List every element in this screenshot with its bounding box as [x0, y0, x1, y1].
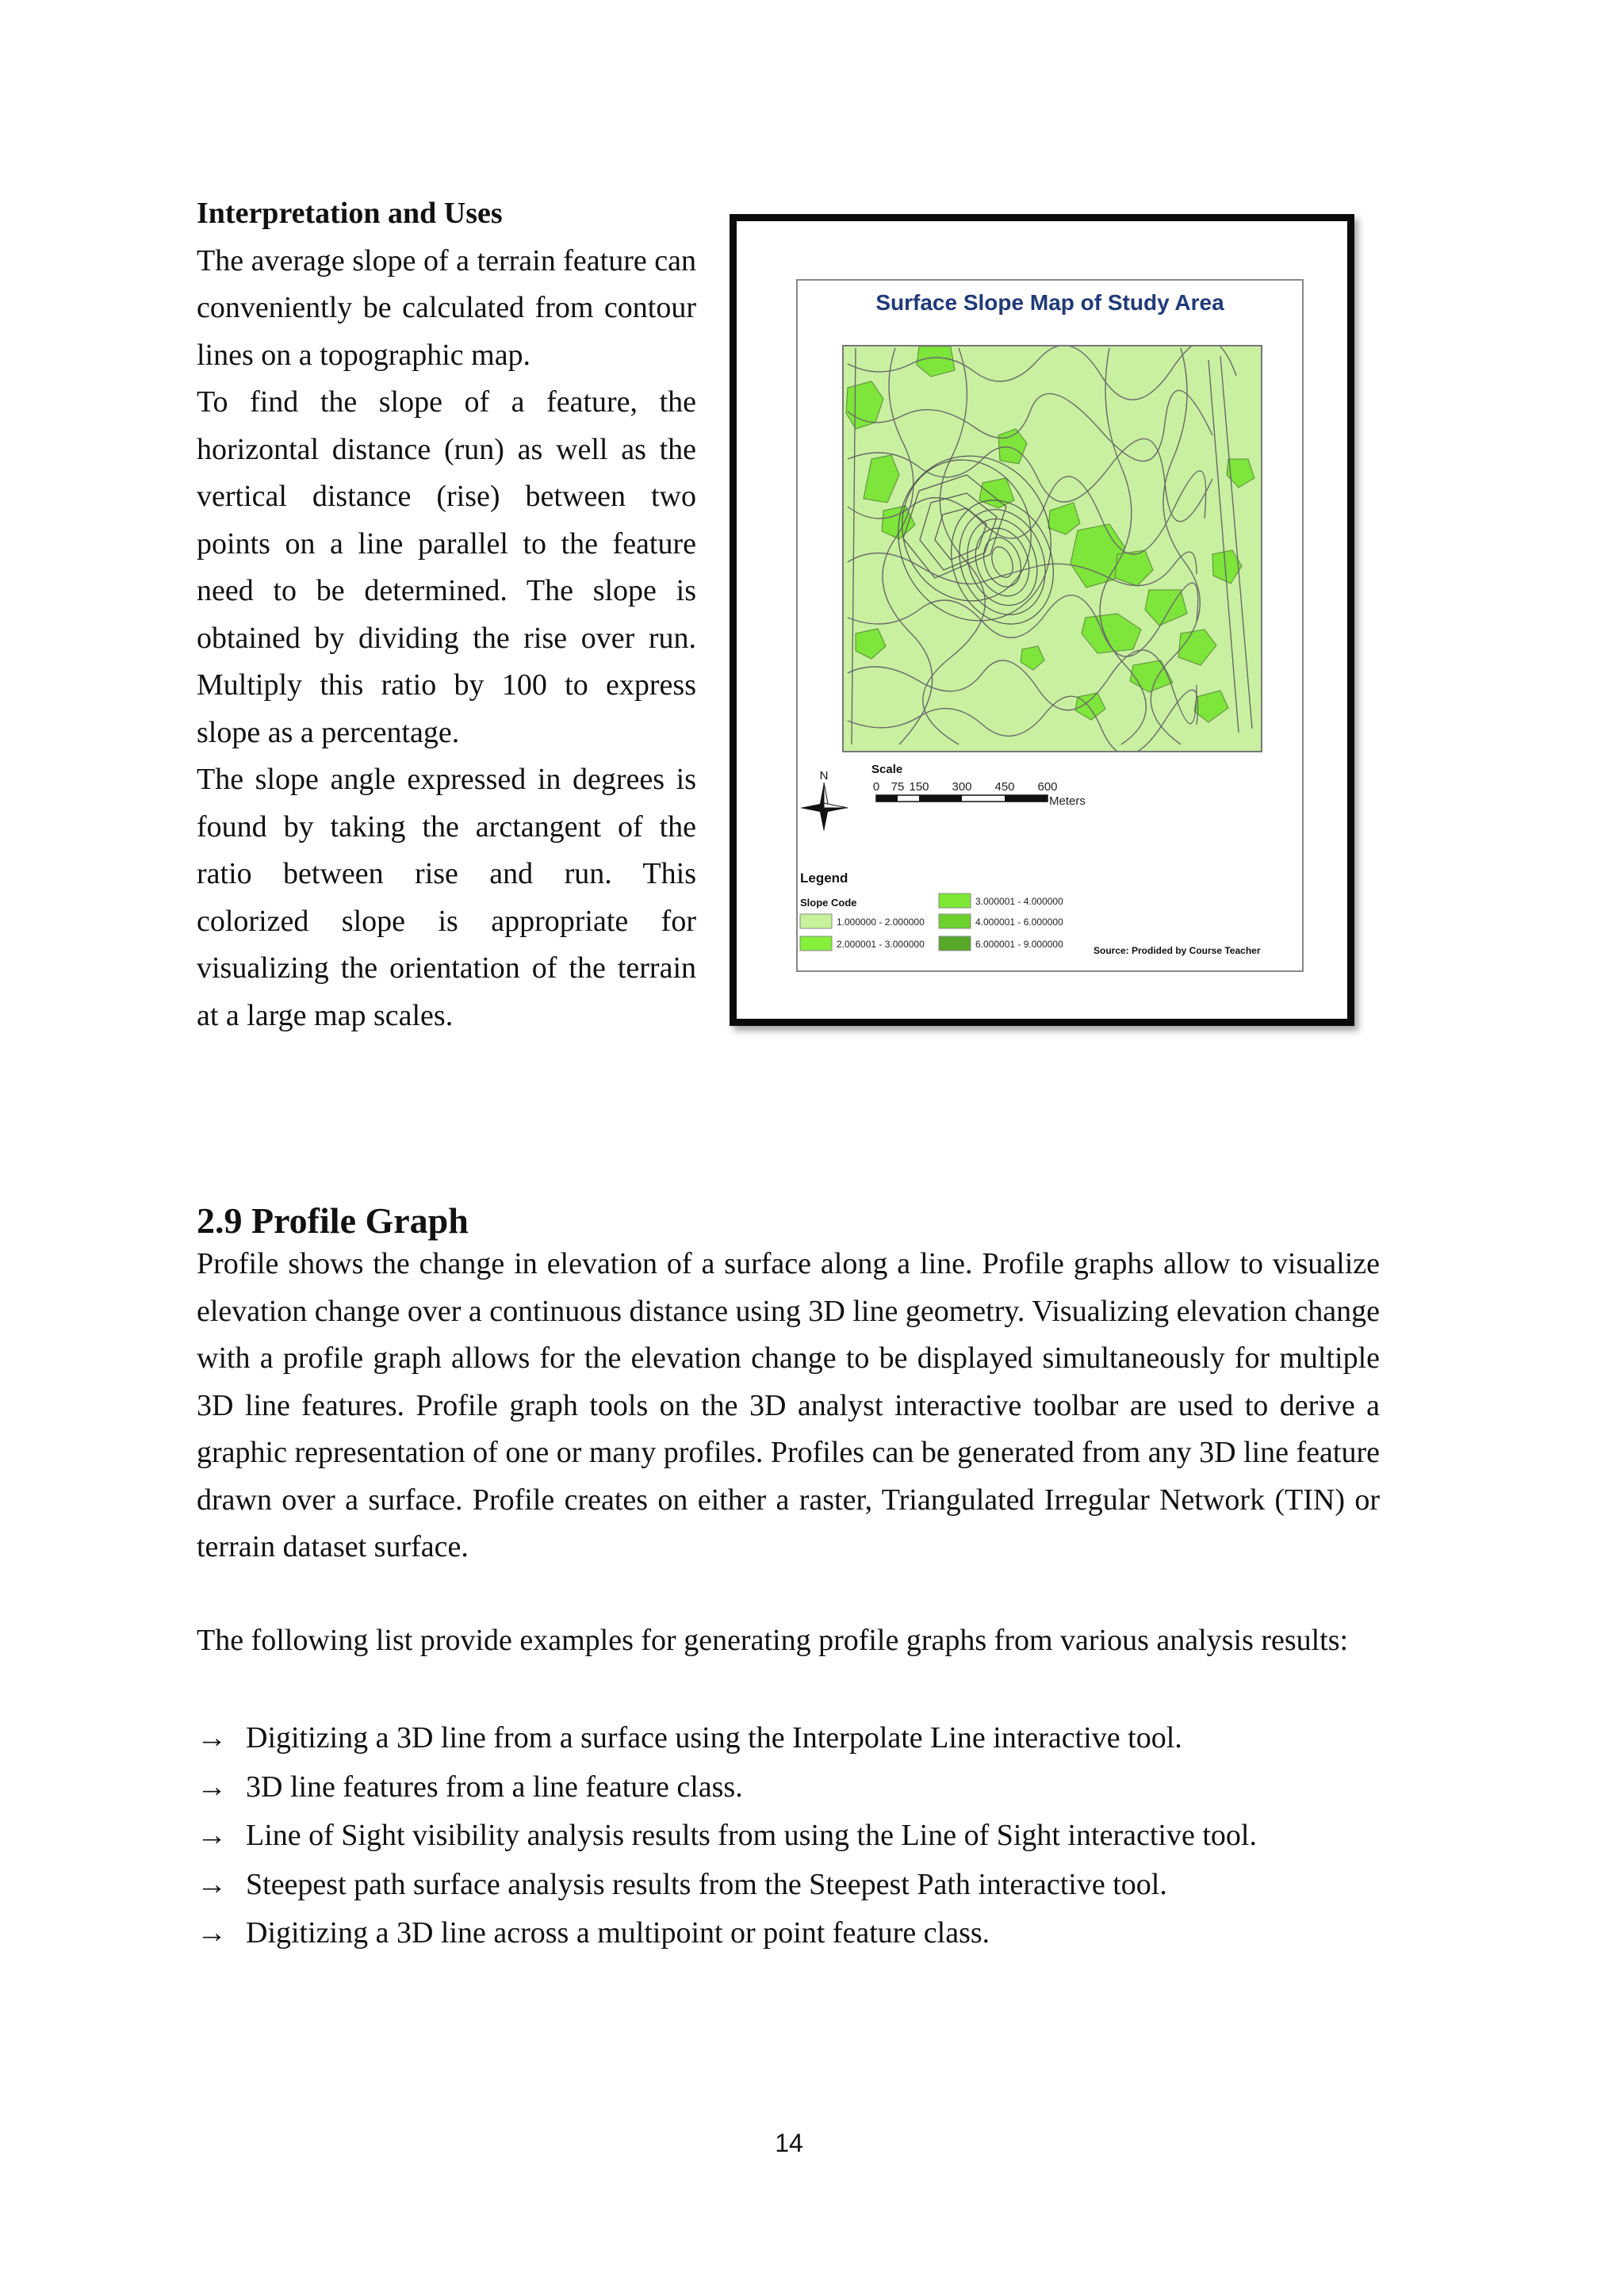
- list-item: [197, 1909, 1386, 1958]
- interpretation-paragraph: The slope angle expressed in degrees is found by taking the arctangent of the ratio between rise and run. This colorized slope is appropriate for visualizing the orientation of the terrain at a large map scales.: [197, 763, 696, 1032]
- scale-tick-label: 75: [891, 780, 905, 794]
- legend-range: 2.000001 - 3.000000: [837, 939, 925, 950]
- legend-range: 3.000001 - 4.000000: [975, 896, 1063, 907]
- page-number: 14: [775, 2129, 803, 2157]
- list-item: [197, 1763, 1386, 1812]
- example-list: [197, 1714, 1386, 1958]
- list-item: [197, 1861, 1386, 1910]
- scale-unit: Meters: [1049, 794, 1086, 808]
- slope-map-image: [737, 221, 1347, 1019]
- legend-range: 4.000001 - 6.000000: [975, 916, 1063, 928]
- legend-range: 6.000001 - 9.000000: [975, 939, 1063, 950]
- section-paragraph: Profile shows the change in elevation of a surface along a line. Profile graphs allow to visualize elevation change over a continuous distance using 3D line geometry. Visualizing elevation change with a profile graph allows for the elevation change to be displayed simultaneously for multiple 3D line features. Profile graph tools on the 3D analyst interactive toolbar are used to derive a graphic representation of one or many profiles. Profiles can be generated from any 3D line feature drawn over a surface. Profile creates on either a raster, Triangulated Irregular Network (TIN) or terrain dataset surface.: [197, 1247, 1380, 1563]
- interpretation-paragraph: To find the slope of a feature, the horizontal distance (run) as well as the vertical distance (rise) between two points on a line parallel to the feature need to be determined. The slope is obtained by dividing the rise over run. Multiply this ratio by 100 to express slope as a percentage.: [197, 385, 696, 749]
- legend-range: 1.000000 - 2.000000: [837, 916, 925, 928]
- arrow-bullet-icon: →: [197, 1819, 227, 1853]
- section-paragraph: The following list provide examples for generating profile graphs from various analysis results:: [197, 1624, 1349, 1657]
- list-item-text: 3D line features from a line feature class.: [246, 1770, 743, 1804]
- scale-tick-label: 150: [909, 780, 929, 794]
- arrow-bullet-icon: →: [197, 1721, 227, 1755]
- scale-tick-label: 600: [1037, 780, 1058, 794]
- list-item-text: Line of Sight visibility analysis results from using the Line of Sight interactive tool.: [246, 1819, 1257, 1853]
- map-title: Surface Slope Map of Study Area: [875, 290, 1224, 315]
- legend-title: Legend: [800, 871, 848, 886]
- arrow-bullet-icon: →: [197, 1867, 227, 1901]
- map-source: Source: Prodided by Course Teacher: [1094, 945, 1261, 956]
- list-item-text: Steepest path surface analysis results from the Steepest Path interactive tool.: [246, 1867, 1167, 1901]
- arrow-bullet-icon: →: [197, 1770, 227, 1804]
- scale-tick-label: 0: [872, 780, 880, 794]
- list-item-text: Digitizing a 3D line from a surface using the Interpolate Line interactive tool.: [246, 1721, 1182, 1755]
- legend-swatch: [939, 936, 971, 951]
- legend-swatch: [939, 894, 971, 908]
- north-label: N: [819, 769, 829, 783]
- interpretation-heading: Interpretation and Uses: [197, 197, 503, 230]
- legend-swatch: [939, 914, 971, 928]
- scale-tick-label: 450: [994, 780, 1015, 794]
- scale-label: Scale: [871, 763, 903, 776]
- section-heading: 2.9 Profile Graph: [197, 1200, 469, 1241]
- scale-tick-label: 300: [952, 780, 972, 794]
- list-item: [197, 1812, 1386, 1861]
- slope-map-body: [843, 340, 1262, 755]
- legend-swatch: [800, 936, 832, 951]
- slope-map-figure: [730, 214, 1354, 1026]
- legend-subtitle: Slope Code: [800, 897, 857, 909]
- arrow-bullet-icon: →: [197, 1916, 227, 1950]
- interpretation-column: [197, 190, 696, 1039]
- list-item-text: Digitizing a 3D line across a multipoint or point feature class.: [246, 1916, 990, 1950]
- legend-swatch: [800, 914, 832, 928]
- interpretation-paragraph: The average slope of a terrain feature can conveniently be calculated from contour lines on a topographic map.: [197, 243, 696, 372]
- list-item: [197, 1714, 1386, 1763]
